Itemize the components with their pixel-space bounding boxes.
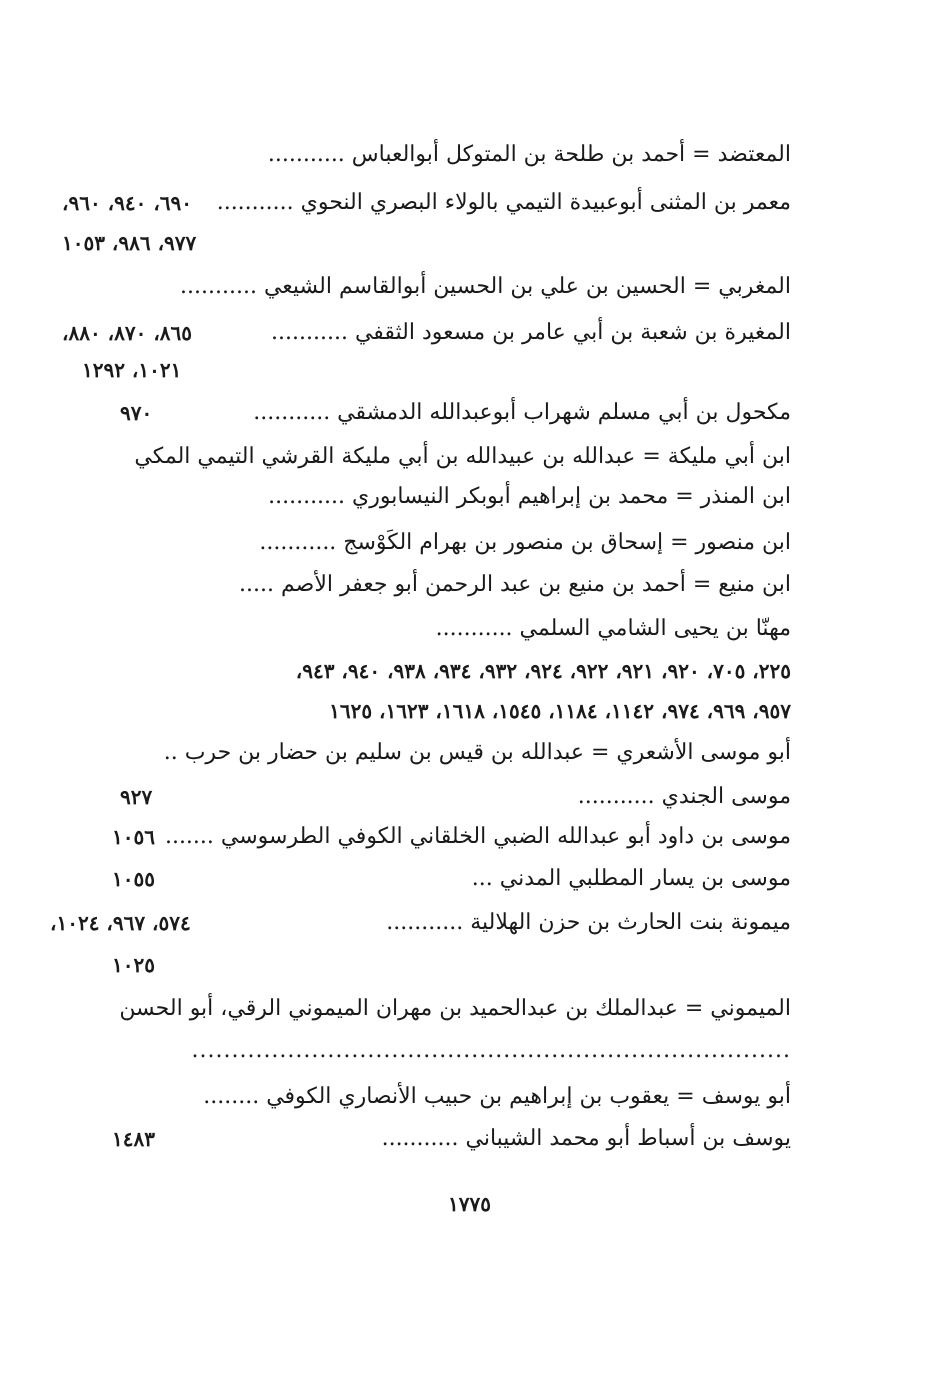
index-entry — [217, 188, 791, 218]
entry-name: ابن أبي مليكة = عبدالله بن عبيدالله بن أبي مليكة القرشي التيمي المكي — [134, 444, 791, 469]
entry-pages: ٦٩٠، ٩٤٠، ٩٦٠، — [62, 191, 193, 215]
index-entry — [386, 908, 791, 938]
index-entry — [164, 738, 791, 768]
entry-pages: ٥٧٤، ٩٦٧، ١٠٢٤، — [50, 911, 191, 935]
entry-name: ابن المنذر = محمد بن إبراهيم أبوبكر النيسابوري ........... — [268, 484, 791, 509]
entry-name: ابن منصور = إسحاق بن منصور بن بهرام الكَوْسج ........... — [259, 530, 791, 555]
entry-name: مهنّا بن يحيى الشامي السلمي ........... — [435, 616, 791, 641]
entry-pages: ١٠٢١، ١٢٩٢ — [82, 358, 182, 382]
entry-pages: ١٠٢٥ — [112, 953, 155, 977]
entry-name: موسى بن يسار المطلبي المدني ... — [471, 866, 791, 891]
entry-pages: ٨٦٥، ٨٧٠، ٨٨٠، — [62, 321, 193, 345]
index-entry — [253, 398, 791, 428]
index-entry — [578, 782, 791, 812]
entry-name: الميموني = عبدالملك بن عبدالحميد بن مهران الميموني الرقي، أبو الحسن — [119, 996, 791, 1021]
entry-name: موسى بن داود أبو عبدالله الضبي الخلقاني الكوفي الطرسوسي ....... — [164, 824, 791, 849]
entry-pages: ١٤٨٣ — [112, 1127, 155, 1151]
entry-name: ابن منيع = أحمد بن منيع بن عبد الرحمن أبو جعفر الأصم ..... — [239, 572, 791, 597]
entry-pages: ٩٥٧، ٩٦٩، ٩٧٤، ١١٤٢، ١١٨٤، ١٥٤٥، ١٦١٨، ١٦٢٣، ١٦٢٥ — [329, 699, 791, 723]
entry-name: المغربي = الحسين بن علي بن الحسين أبوالقاسم الشيعي ........... — [180, 274, 791, 299]
index-entry — [134, 442, 791, 472]
index-entry — [165, 822, 791, 852]
entry-name: موسى الجندي ........... — [577, 784, 791, 809]
entry-pages: ١٠٥٥ — [112, 867, 155, 891]
entry-pages: ١٠٥٦ — [112, 825, 155, 849]
page-number: ١٧٧٥ — [448, 1192, 491, 1216]
entry-name: يوسف بن أسباط أبو محمد الشيباني ........... — [381, 1126, 791, 1151]
index-entry — [180, 272, 791, 302]
index-entry — [239, 570, 791, 600]
index-entry — [472, 864, 791, 894]
entry-pages: ٩٧٧، ٩٨٦، ١٠٥٣ — [62, 231, 197, 255]
leader-dots: ........................................................................... — [191, 1038, 791, 1063]
index-entry — [382, 1124, 791, 1154]
entry-pages: ٩٢٧ — [120, 785, 153, 809]
index-entry — [436, 614, 791, 644]
entry-name: أبو موسى الأشعري = عبدالله بن قيس بن سليم بن حضار بن حرب .. — [163, 740, 791, 765]
entry-name: المعتضد = أحمد بن طلحة بن المتوكل أبوالعباس ........... — [267, 142, 791, 167]
index-entry — [259, 528, 791, 558]
index-entry — [119, 994, 791, 1024]
index-entry — [271, 318, 791, 348]
entry-name: ميمونة بنت الحارث بن حزن الهلالية ........... — [386, 910, 791, 935]
entry-pages: ٩٧٠ — [120, 401, 153, 425]
entry-name: المغيرة بن شعبة بن أبي عامر بن مسعود الثقفي ........... — [271, 320, 791, 345]
index-entry — [268, 482, 791, 512]
entry-pages: ٢٢٥، ٧٠٥، ٩٢٠، ٩٢١، ٩٢٢، ٩٢٤، ٩٣٢، ٩٣٤، ٩٣٨، ٩٤٠، ٩٤٣، — [295, 659, 791, 683]
index-entry — [268, 140, 791, 170]
entry-name: أبو يوسف = يعقوب بن إبراهيم بن حبيب الأنصاري الكوفي ........ — [203, 1084, 791, 1109]
index-entry — [203, 1082, 791, 1112]
entry-name: معمر بن المثنى أبوعبيدة التيمي بالولاء البصري النحوي ........... — [216, 190, 791, 215]
entry-name: مكحول بن أبي مسلم شهراب أبوعبدالله الدمشقي ........... — [253, 400, 791, 425]
